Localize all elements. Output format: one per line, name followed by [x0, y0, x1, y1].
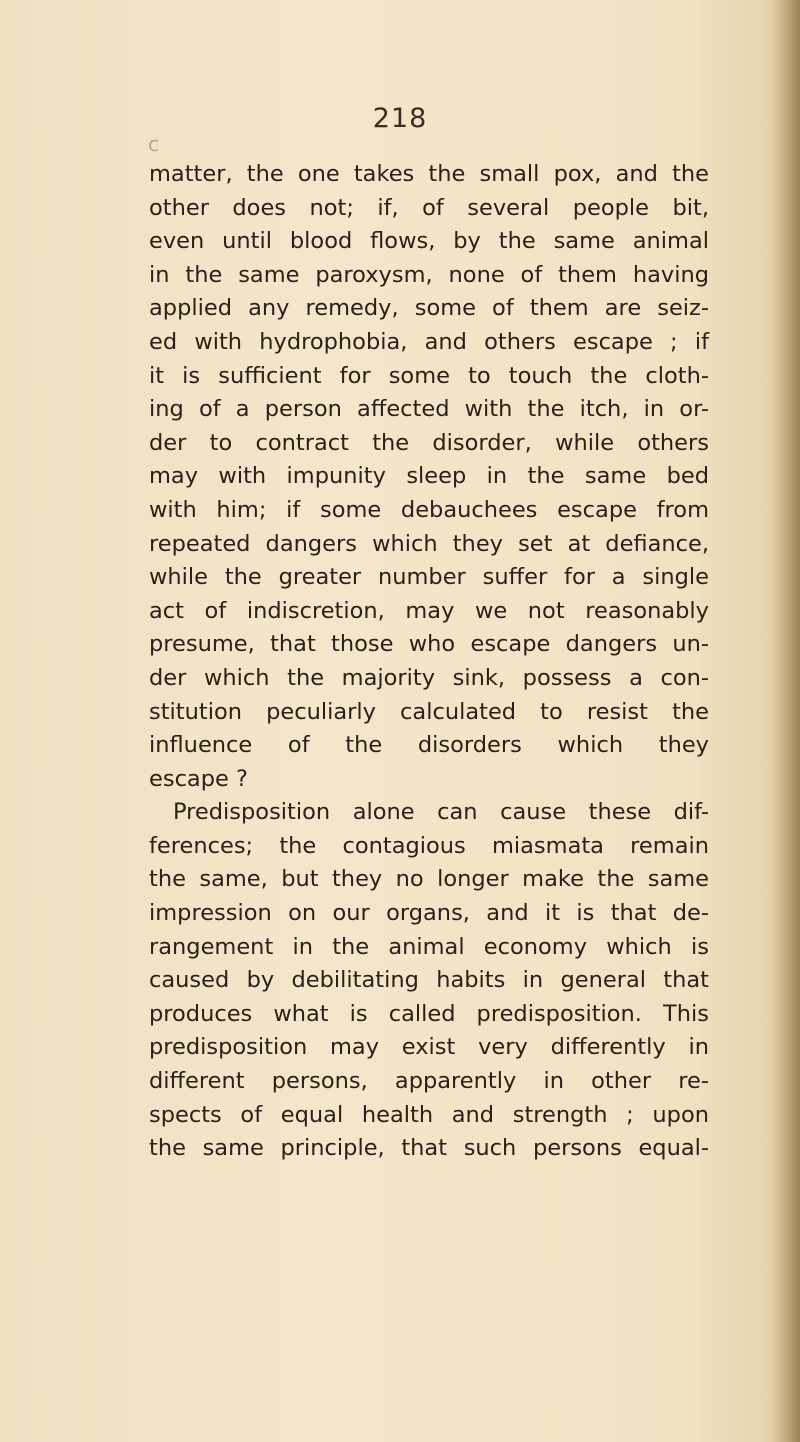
text-line: different persons, apparently in other re- [149, 1068, 709, 1095]
text-line: caused by debilitating habits in general that [149, 967, 709, 994]
text-line: applied any remedy, some of them are seiz- [149, 295, 709, 322]
text-line: ed with hydrophobia, and others escape ; if [149, 328, 709, 355]
text-line: der which the majority sink, possess a con- [149, 664, 709, 691]
text-line: with him; if some debauchees escape from [149, 496, 709, 523]
text-line: while the greater number suffer for a single [149, 564, 709, 591]
page-edge-shadow [772, 0, 800, 1442]
text-line: der to contract the disorder, while others [149, 429, 709, 456]
text-line: the same principle, that such persons equal- [149, 1135, 709, 1162]
text-line: ing of a person affected with the itch, in or- [149, 396, 709, 423]
text-line: influence of the disorders which they [149, 732, 709, 759]
text-line: repeated dangers which they set at defiance, [149, 530, 709, 557]
body-text [149, 158, 709, 1166]
text-line: stitution peculiarly calculated to resist the [149, 698, 709, 725]
text-line: the same, but they no longer make the same [149, 866, 709, 893]
text-line: rangement in the animal economy which is [149, 933, 709, 960]
text-line: even until blood flows, by the same animal [149, 228, 709, 255]
text-line: predisposition may exist very differently in [149, 1034, 709, 1061]
text-line: presume, that those who escape dangers un- [149, 631, 709, 658]
stray-ink-mark: c [148, 132, 159, 156]
text-line: ferences; the contagious miasmata remain [149, 832, 709, 859]
text-line: spects of equal health and strength ; upon [149, 1101, 709, 1128]
text-line: in the same paroxysm, none of them having [149, 261, 709, 288]
text-line: act of indiscretion, may we not reasonably [149, 597, 709, 624]
page-number: 218 [372, 103, 428, 134]
text-line: escape ? [149, 765, 248, 792]
text-line: may with impunity sleep in the same bed [149, 463, 709, 490]
text-line: Predisposition alone can cause these dif- [173, 799, 709, 826]
text-line: produces what is called predisposition. This [149, 1000, 709, 1027]
text-line: it is sufficient for some to touch the cloth- [149, 362, 709, 389]
text-line: impression on our organs, and it is that de- [149, 900, 709, 927]
text-line: matter, the one takes the small pox, and the [149, 161, 709, 187]
text-line: other does not; if, of several people bit, [149, 194, 709, 221]
